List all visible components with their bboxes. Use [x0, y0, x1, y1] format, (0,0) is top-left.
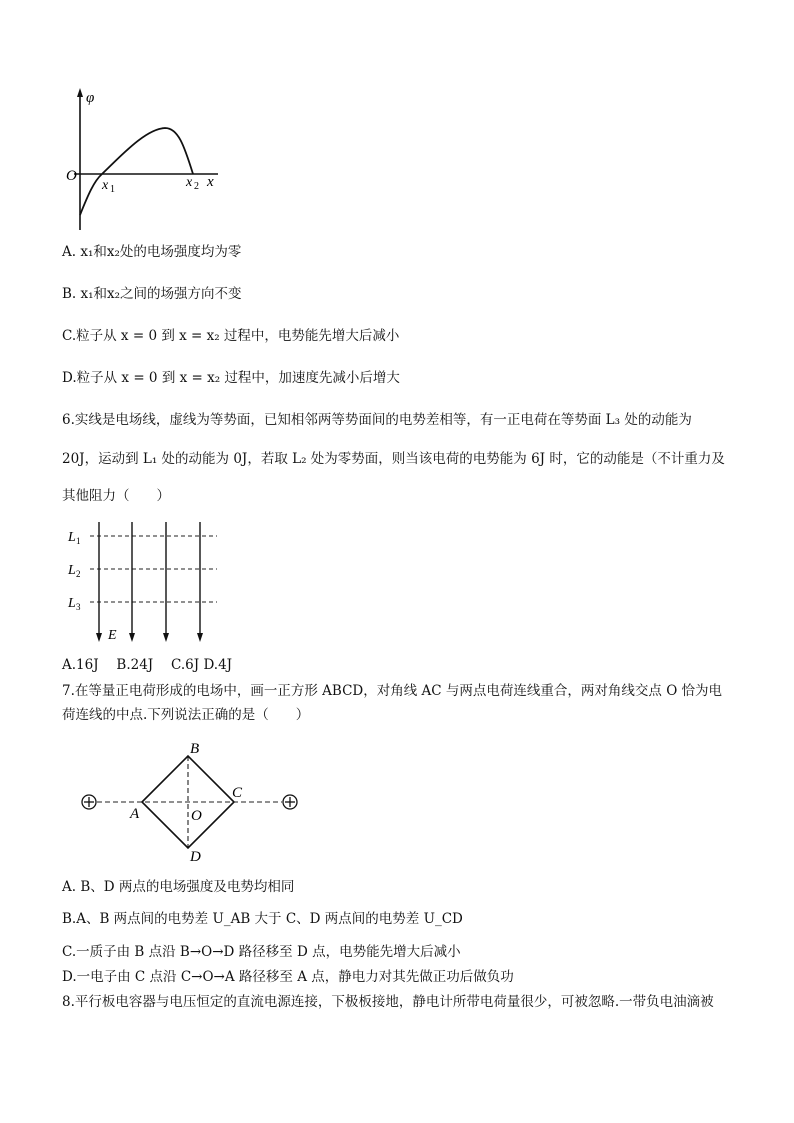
field-line-4	[197, 522, 203, 642]
left-positive-charge	[82, 795, 96, 809]
field-line-1	[96, 522, 102, 642]
l2-label: L	[68, 563, 76, 578]
field-line-2	[129, 522, 135, 642]
q8-stem-line1: 8.平行板电容器与电压恒定的直流电源连接，下极板接地，静电计所带电荷量很少，可被忽略.一带负电油滴被	[62, 994, 714, 1010]
phi-axis-arrow	[77, 88, 83, 97]
q5-option-d: D.粒子从 x = 0 到 x = x₂ 过程中，加速度先减小后增大	[62, 370, 400, 386]
origin-label: O	[66, 168, 77, 184]
phi-x-graph	[60, 85, 230, 235]
e-field-label: E	[108, 628, 117, 643]
q6-stem-line2: 20J，运动到 L₁ 处的动能为 0J，若取 L₂ 处为零势面，则当该电荷的电势能为 6J 时，它的动能是（不计重力及	[62, 451, 725, 467]
q5-option-c: C.粒子从 x = 0 到 x = x₂ 过程中，电势能先增大后减小	[62, 328, 400, 344]
l2-subscript: 2	[76, 569, 81, 579]
q6-stem-line3: 其他阻力（ ）	[62, 488, 170, 504]
field-line-3	[163, 522, 169, 642]
right-positive-charge	[283, 795, 297, 809]
point-a-label: A	[130, 806, 140, 822]
point-d-label: D	[190, 849, 201, 865]
x1-subscript: 1	[110, 184, 115, 195]
l3-label: L	[68, 596, 76, 611]
x2-subscript: 2	[194, 181, 199, 192]
q7-option-c: C.一质子由 B 点沿 B→O→D 路径移至 D 点，电势能先增大后减小	[62, 944, 461, 960]
square-charges-figure	[72, 735, 307, 865]
q6-stem-line1: 6.实线是电场线，虚线为等势面，已知相邻两等势面间的电势差相等，有一正电荷在等势面 L₃ 处的动能为	[62, 412, 692, 428]
l3-subscript: 3	[76, 602, 81, 612]
point-c-label: C	[232, 785, 243, 801]
q7-stem-line1: 7.在等量正电荷形成的电场中，画一正方形 ABCD，对角线 AC 与两点电荷连线重合，两对角线交点 O 恰为电	[62, 683, 723, 699]
point-b-label: B	[190, 741, 200, 757]
q6-options: A.16J B.24J C.6J D.4J	[62, 657, 233, 673]
q5-option-b: B. x₁和x₂之间的场强方向不变	[62, 286, 242, 302]
x2-label: x	[186, 175, 193, 190]
q7-option-d: D.一电子由 C 点沿 C→O→A 路径移至 A 点，静电力对其先做正功后做负功	[62, 969, 514, 985]
q7-stem-line2: 荷连线的中点.下列说法正确的是（ ）	[62, 707, 310, 723]
x1-label: x	[102, 178, 109, 193]
field-lines-figure	[62, 520, 222, 645]
phi-curve	[80, 128, 193, 215]
point-o-label: O	[191, 808, 202, 824]
l1-subscript: 1	[76, 536, 81, 546]
x-axis-label: x	[207, 174, 214, 190]
q7-option-a: A. B、D 两点的电场强度及电势均相同	[62, 879, 295, 895]
q7-option-b: B.A、B 两点间的电势差 U_AB 大于 C、D 两点间的电势差 U_CD	[62, 911, 463, 927]
phi-label: φ	[86, 90, 95, 106]
q5-option-a: A. x₁和x₂处的电场强度均为零	[62, 244, 242, 260]
l1-label: L	[68, 530, 76, 545]
